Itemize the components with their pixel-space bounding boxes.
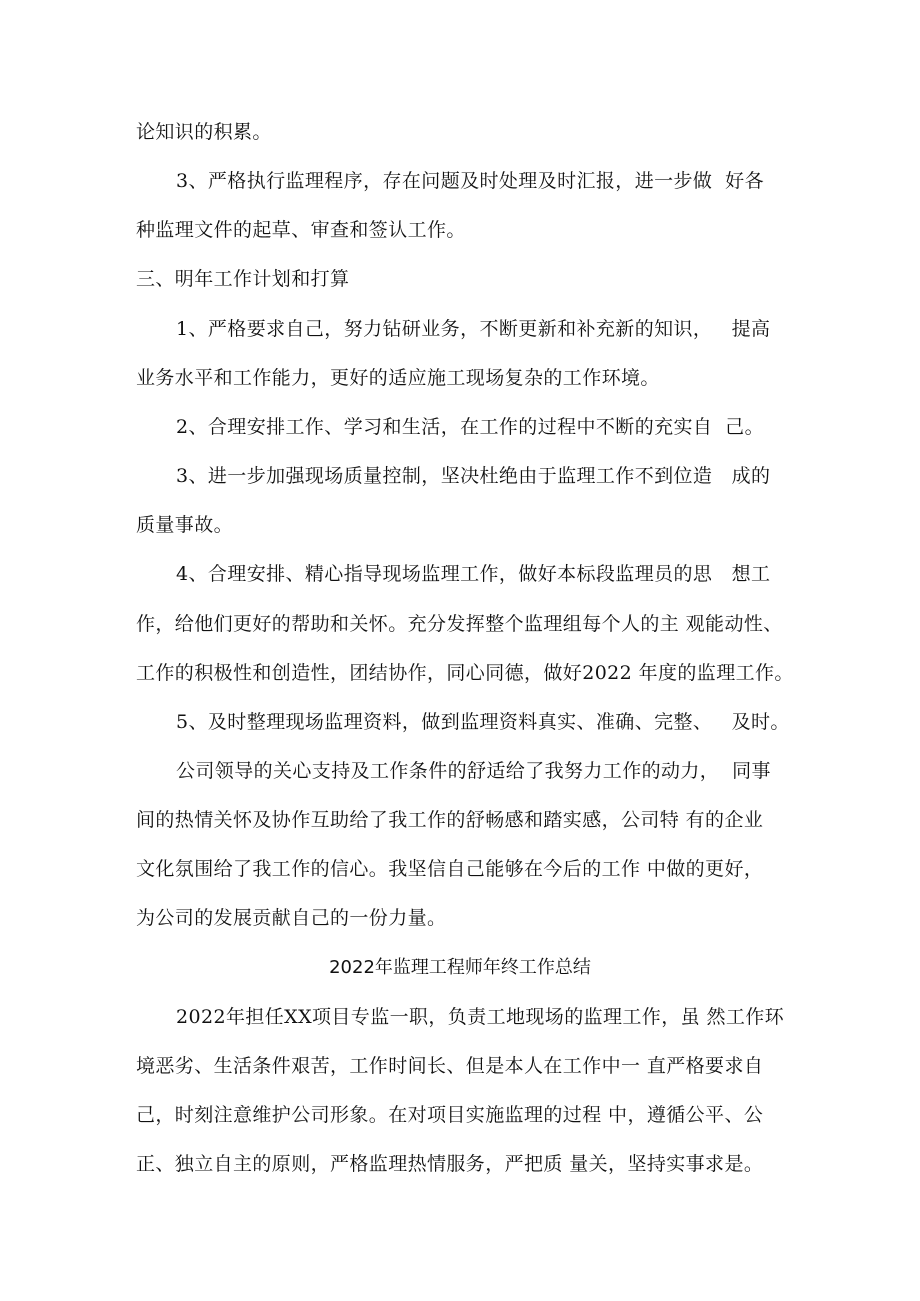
text-line: 种监理文件的起草、审查和签认工作。 [136,219,466,241]
text-line: 间的热情关怀及协作互助给了我工作的舒畅感和踏实感，公司特 有的企业 [136,809,764,831]
text-line: 为公司的发展贡献自己的一份力量。 [136,907,447,929]
text-line: 作，给他们更好的帮助和关怀。充分发挥整个监理组每个人的主 观能动性、 [136,613,783,635]
text-line: 业务水平和工作能力，更好的适应施工现场复杂的工作环境。 [136,367,660,389]
text-line: 2022年担任XX项目专监一职，负责工地现场的监理工作，虽 然工作环 [176,1006,785,1028]
text-line: 己，时刻注意维护公司形象。在对项目实施监理的过程 中，遵循公平、公 [136,1104,764,1126]
text-line: 公司领导的关心支持及工作条件的舒适给了我努力工作的动力， 同事 [176,760,771,782]
text-line: 3、严格执行监理程序，存在问题及时处理及时汇报，进一步做 好各 [176,170,764,192]
text-line: 2、合理安排工作、学习和生活，在工作的过程中不断的充实自 己。 [176,416,764,438]
text-line: 正、独立自主的原则，严格监理热情服务，严把质 量关，坚持实事求是。 [136,1153,764,1175]
text-line: 文化氛围给了我工作的信心。我坚信自己能够在今后的工作 中做的更好， [136,858,764,880]
text-line: 境恶劣、生活条件艰苦，工作时间长、但是本人在工作中一 直严格要求自 [136,1055,764,1077]
text-line: 1、严格要求自己，努力钻研业务，不断更新和补充新的知识， 提高 [176,318,771,340]
text-line: 论知识的积累。 [136,121,272,143]
text-line: 5、及时整理现场监理资料，做到监理资料真实、准确、完整、 及时。 [176,711,790,733]
section-heading: 三、明年工作计划和打算 [136,268,350,290]
text-line: 4、合理安排、精心指导现场监理工作，做好本标段监理员的思 想工 [176,563,771,585]
document-title: 2022年监理工程师年终工作总结 [329,957,591,978]
text-line: 工作的积极性和创造性，团结协作，同心同德，做好2022 年度的监理工作。 [136,662,794,684]
text-line: 3、进一步加强现场质量控制，坚决杜绝由于监理工作不到位造 成的 [176,465,771,487]
text-line: 质量事故。 [136,514,234,536]
